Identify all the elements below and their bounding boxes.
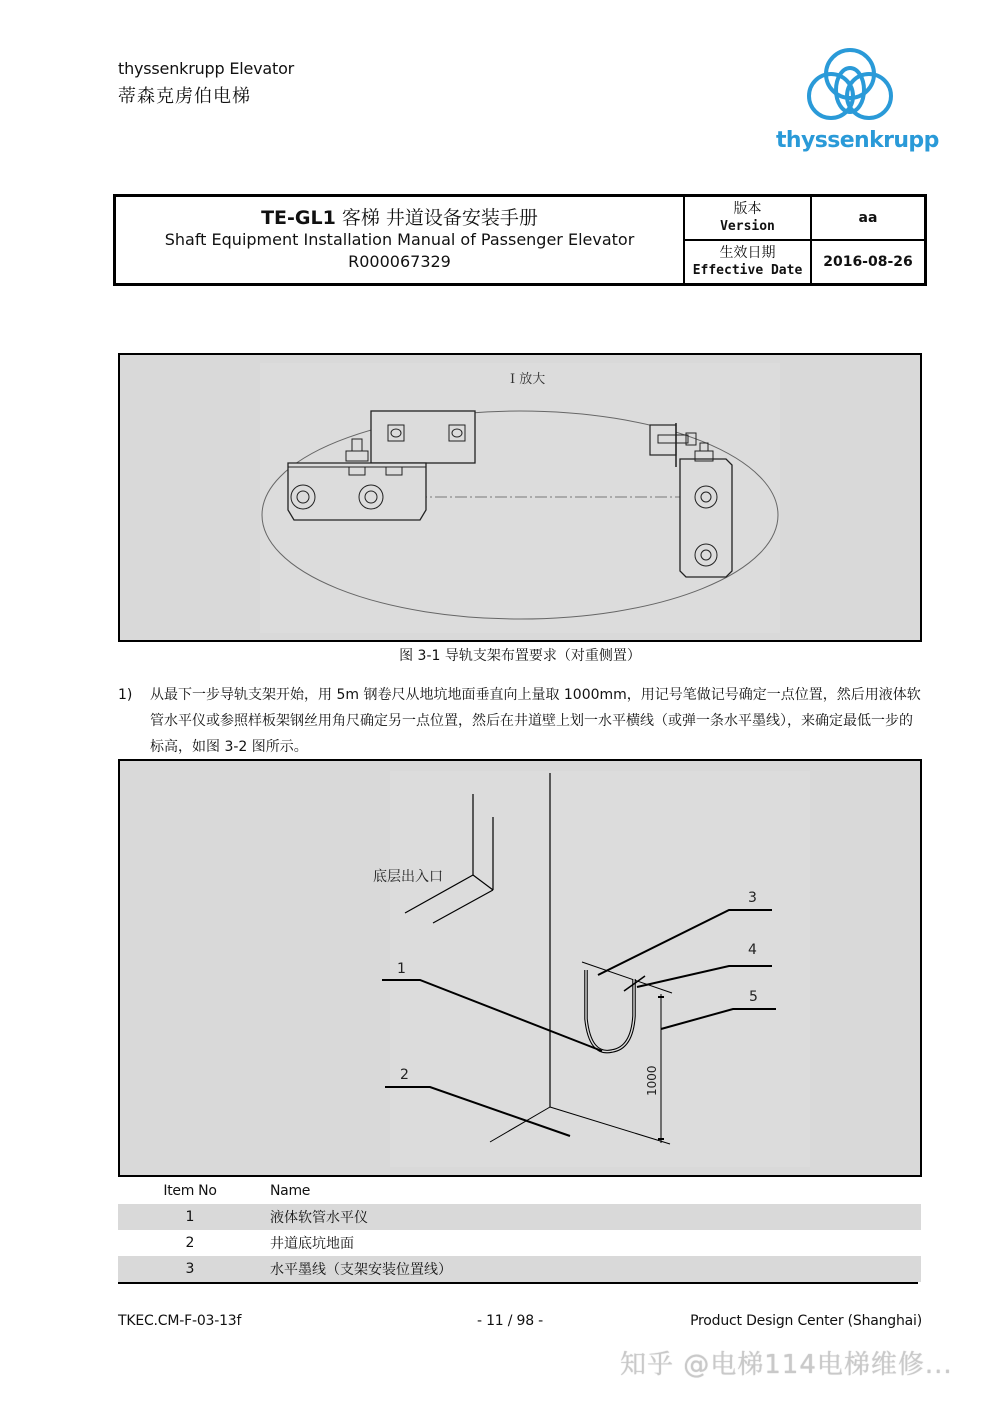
date-label-en: Effective Date [692, 263, 803, 278]
items-table [118, 1178, 921, 1282]
svg-text:5: 5 [749, 989, 758, 1005]
item-no: 1 [185, 1209, 195, 1225]
svg-text:1000: 1000 [645, 1065, 659, 1096]
version-label-en: Version [720, 219, 775, 234]
step-number: 1) [118, 687, 133, 703]
svg-text:1: 1 [397, 961, 406, 977]
step-text: 从最下一步导轨支架开始，用 5m 钢卷尺从地坑地面垂直向上量取 1000mm，用记号笔做记号确定一点位置，然后用液体软管水平仪或参照样板架钢丝用角尺确定另一点位置，然后在井道壁上划一水平横线（或弹一条水平墨线），来确定最低一步的标高，如图 3-2 图所示。 [150, 687, 921, 755]
model-code: TE-GL1 [261, 207, 336, 229]
item-name: 液体软管水平仪 [270, 1210, 368, 1226]
version-value: aa [858, 210, 878, 226]
item-no: 2 [185, 1235, 195, 1251]
item-name: 井道底坑地面 [270, 1236, 354, 1252]
title-zh: 客梯 井道设备安装手册 [335, 207, 538, 229]
page-number: - 11 / 98 - [476, 1313, 544, 1329]
items-table-header [118, 1178, 921, 1204]
svg-text:2: 2 [400, 1067, 409, 1083]
logo-wordmark: thyssenkrupp [776, 128, 939, 153]
department: Product Design Center (Shanghai) [690, 1313, 922, 1329]
svg-text:底层出入口: 底层出入口 [373, 869, 443, 885]
document-code: R000067329 [348, 252, 451, 271]
shaft-level-drawing [120, 761, 920, 1175]
date-label [685, 239, 810, 283]
zhihu-watermark: 知乎 @电梯114电梯维修... [620, 1350, 953, 1380]
table-row [118, 1230, 921, 1256]
meta-values [812, 197, 924, 283]
figure-3-1-bracket-layout [118, 353, 922, 642]
table-row [118, 1256, 921, 1282]
effective-date-value: 2016-08-26 [823, 254, 913, 270]
form-code: TKEC.CM-F-03-13f [118, 1313, 242, 1329]
item-name: 水平墨线（支架安装位置线） [270, 1262, 452, 1278]
company-name-zh: 蒂森克虏伯电梯 [118, 86, 251, 107]
document-title-en: Shaft Equipment Installation Manual of Passenger Elevator [164, 230, 635, 249]
step-1-paragraph [118, 682, 922, 760]
table-row [118, 1204, 921, 1230]
bracket-drawing [120, 355, 920, 640]
logo-circles-icon [776, 46, 924, 128]
header-name: Name [270, 1183, 311, 1199]
document-title [261, 207, 538, 229]
svg-text:I 放大: I 放大 [510, 372, 546, 387]
svg-text:3: 3 [748, 890, 757, 906]
svg-text:4: 4 [748, 942, 757, 958]
document-title-cell [116, 197, 685, 283]
thyssenkrupp-logo [776, 46, 939, 162]
item-no: 3 [185, 1261, 195, 1277]
meta-labels [685, 197, 812, 283]
version-label-zh: 版本 [733, 201, 762, 217]
version-label [685, 197, 810, 239]
date-label-zh: 生效日期 [719, 245, 776, 261]
table-bottom-rule [118, 1282, 918, 1284]
figure-3-2-level-marking [118, 759, 922, 1177]
company-name-en: thyssenkrupp Elevator [118, 59, 295, 78]
figure-3-1-caption: 图 3-1 导轨支架布置要求（对重侧置） [399, 648, 641, 664]
header-item-no: Item No [163, 1183, 217, 1199]
document-header-table [113, 194, 927, 286]
